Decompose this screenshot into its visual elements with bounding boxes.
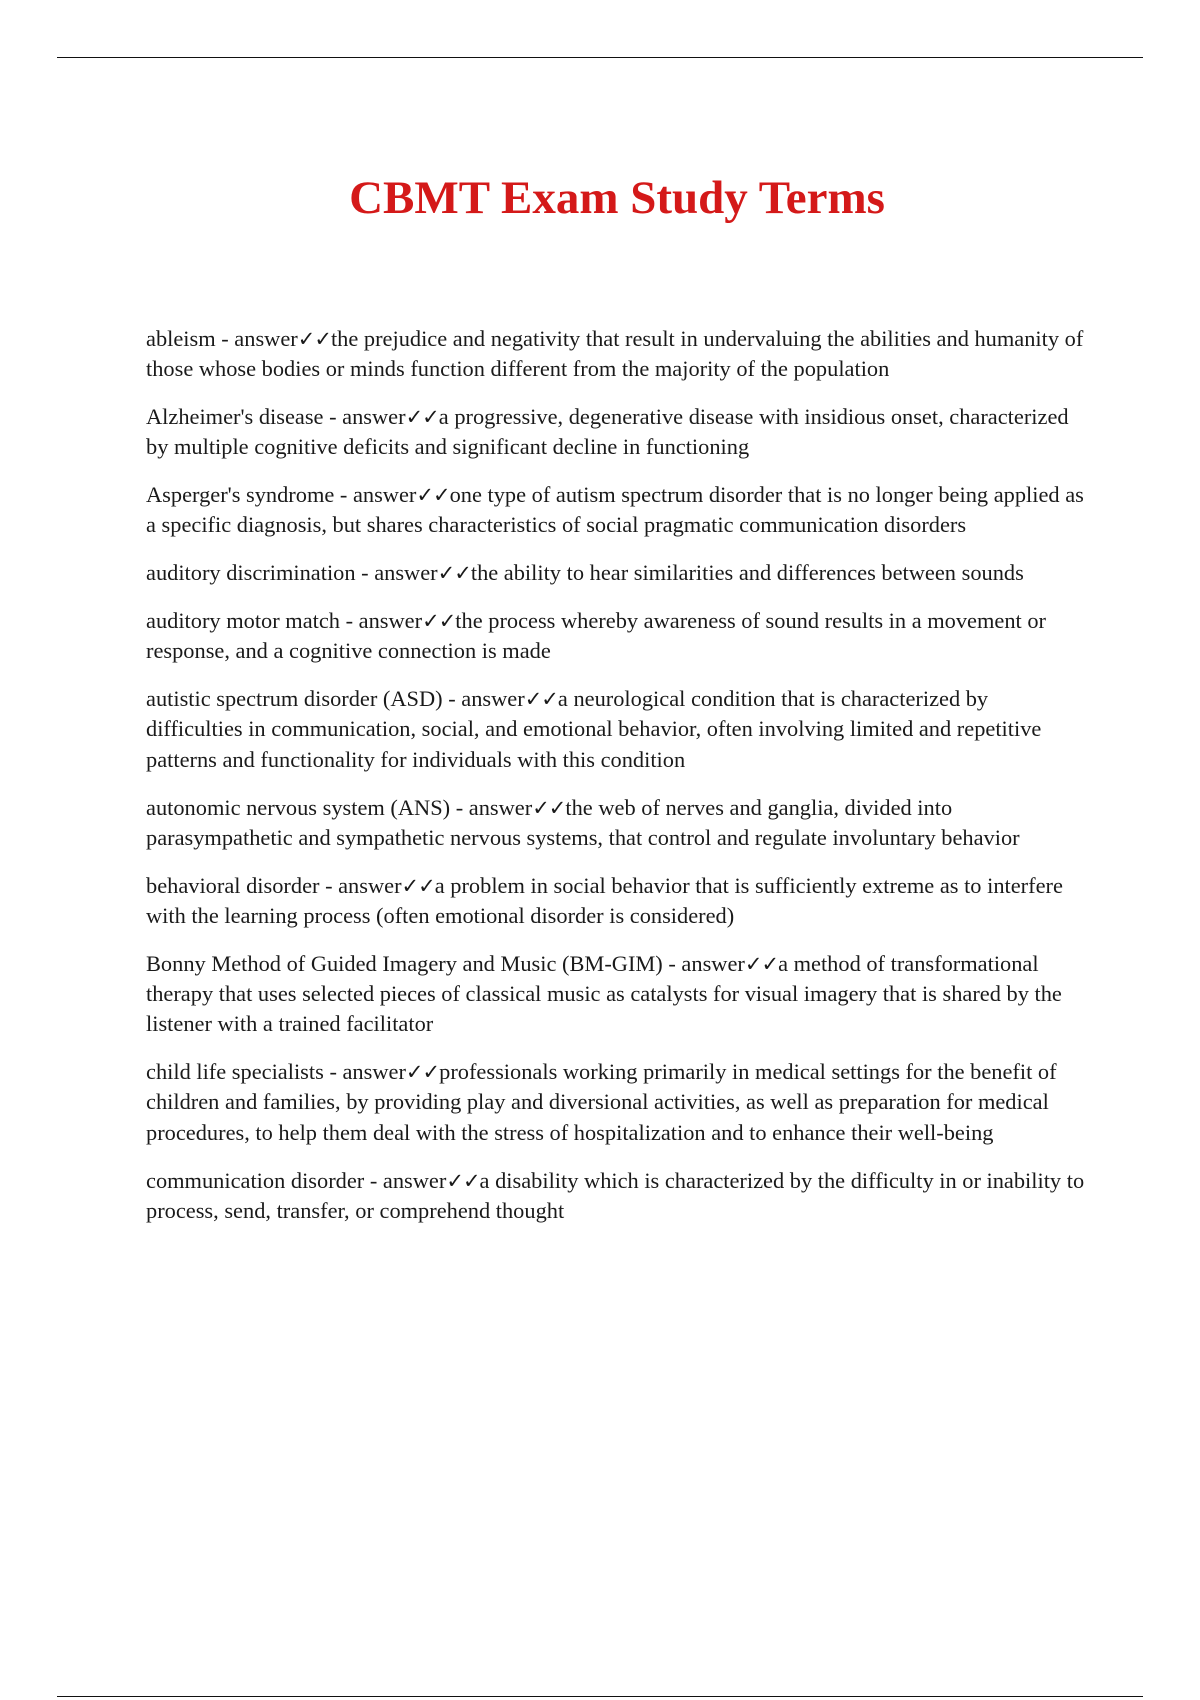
term-definition: a method of transformational therapy that uses selected pieces of classical music as catalysts for visual imagery that is shared by the listener with a trained facilitator — [146, 950, 1062, 1037]
term-entry — [146, 606, 1086, 667]
header-rule — [57, 57, 1143, 58]
term-name: Bonny Method of Guided Imagery and Music (BM-GIM) — [146, 950, 663, 976]
term-name: Asperger's syndrome — [146, 482, 335, 508]
term-name: communication disorder — [146, 1167, 365, 1193]
term-name: auditory motor match — [146, 608, 341, 634]
answer-marker: - answer — [323, 404, 406, 430]
term-entry — [146, 684, 1086, 775]
term-entry — [146, 1057, 1086, 1148]
term-definition: a problem in social behavior that is sufficiently extreme as to interfere with the learning process (often emotional disorder is considered) — [146, 872, 1063, 928]
term-entry — [146, 480, 1086, 541]
term-entry — [146, 871, 1086, 932]
check-marks-icon: ✓✓ — [416, 483, 450, 508]
term-name: child life specialists — [146, 1059, 324, 1085]
term-name: autistic spectrum disorder (ASD) — [146, 686, 443, 712]
answer-marker: - answer — [334, 482, 417, 508]
term-definition: professionals working primarily in medical settings for the benefit of children and families, by providing play and diversional activities, as well as preparation for medical procedures, to help them deal with the stress of hospitalization and to enhance their well-being — [146, 1059, 1057, 1145]
check-marks-icon: ✓✓ — [524, 687, 558, 712]
term-definition: a disability which is characterized by the difficulty in or inability to process, send, transfer, or comprehend thought — [146, 1167, 1085, 1223]
term-entry — [146, 324, 1086, 385]
answer-marker: - answer — [340, 608, 423, 634]
term-definition: a progressive, degenerative disease with insidious onset, characterized by multiple cognitive deficits and significant decline in functioning — [146, 404, 1069, 460]
answer-marker: - answer — [323, 1059, 406, 1085]
term-entry — [146, 793, 1086, 854]
answer-marker: - answer — [662, 950, 745, 976]
check-marks-icon: ✓✓ — [401, 873, 435, 898]
check-marks-icon: ✓✓ — [446, 1168, 480, 1193]
footer-rule — [57, 1696, 1143, 1697]
term-name: behavioral disorder — [146, 872, 320, 898]
term-definition: the prejudice and negativity that result in undervaluing the abilities and humanity of those whose bodies or minds function different from the majority of the population — [146, 326, 1084, 382]
terms-list — [146, 324, 1086, 1244]
term-entry — [146, 1166, 1086, 1227]
term-entry — [146, 949, 1086, 1040]
term-definition: the web of nerves and ganglia, divided into parasympathetic and sympathetic nervous systems, that control and regulate involuntary behavior — [146, 794, 1020, 850]
check-marks-icon: ✓✓ — [532, 795, 566, 820]
answer-marker: - answer — [450, 794, 533, 820]
term-definition: a neurological condition that is characterized by difficulties in communication, social, and emotional behavior, often involving limited and repetitive patterns and functionality for individuals with this condition — [146, 686, 1042, 772]
term-name: autonomic nervous system (ANS) — [146, 794, 451, 820]
answer-marker: - answer — [319, 872, 402, 898]
answer-marker: - answer — [442, 686, 525, 712]
answer-marker: - answer — [355, 560, 438, 586]
check-marks-icon: ✓✓ — [744, 951, 779, 976]
answer-marker: - answer — [364, 1167, 447, 1193]
term-entry — [146, 402, 1086, 463]
check-marks-icon: ✓✓ — [405, 1060, 440, 1085]
term-name: auditory discrimination — [146, 560, 356, 586]
answer-marker: - answer — [215, 326, 298, 351]
term-definition: the process whereby awareness of sound results in a movement or response, and a cognitive connection is made — [146, 608, 1046, 664]
check-marks-icon: ✓✓ — [297, 327, 331, 351]
check-marks-icon: ✓✓ — [405, 405, 439, 430]
check-marks-icon: ✓✓ — [422, 609, 456, 634]
term-entry — [146, 558, 1086, 588]
check-marks-icon: ✓✓ — [437, 561, 471, 586]
term-name: Alzheimer's disease — [146, 404, 324, 430]
term-definition: one type of autism spectrum disorder that is no longer being applied as a specific diagnosis, but shares characteristics of social pragmatic communication disorders — [146, 482, 1084, 538]
page-title: CBMT Exam Study Terms — [349, 172, 885, 224]
term-name: ableism — [146, 326, 216, 351]
term-definition: the ability to hear similarities and differences between sounds — [470, 560, 1024, 586]
